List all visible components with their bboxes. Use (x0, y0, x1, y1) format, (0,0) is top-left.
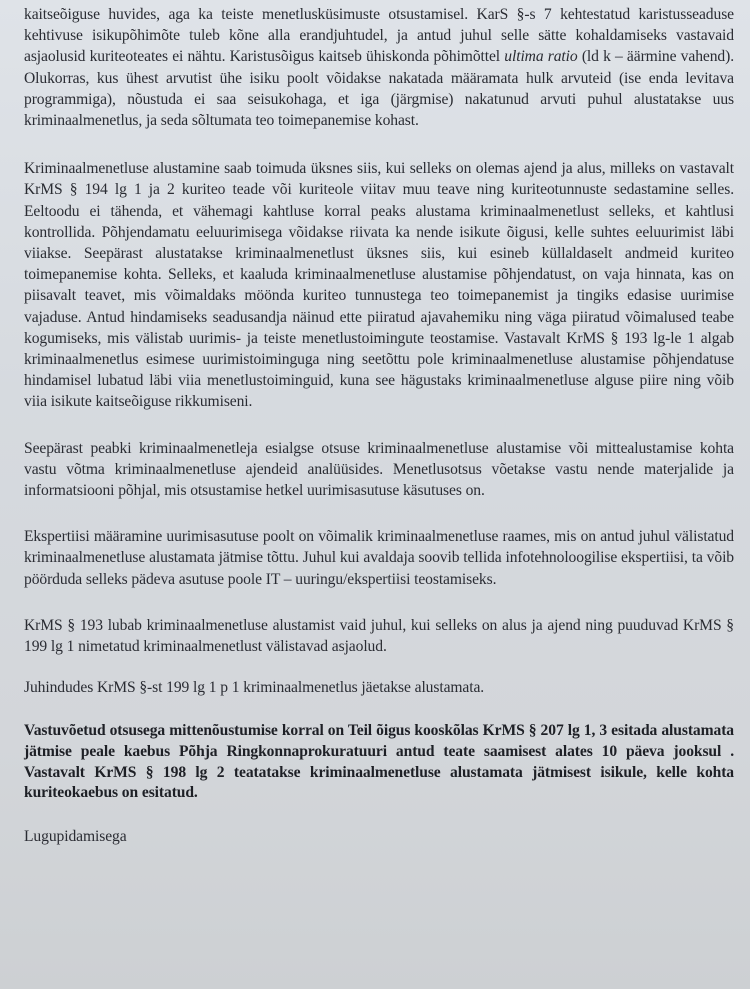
paragraph-appeal-rights: Vastuvõetud otsusega mittenõustumise korral on Teil õigus kooskõlas KrMS § 207 lg 1, 3 esitada alustamata jätmise peale kaebus Põhja Ringkonnaprokuratuuri antud teate saamisest alates 10 päeva jooksul . Vastavalt KrMS § 198 lg 2 teatatakse kriminaalmenetluse alustamata jätmisest isikule, kelle kohta kuriteokaebus on esitatud. (24, 722, 734, 802)
paragraph-initiation-conditions: Kriminaalmenetluse alustamine saab toimuda üksnes siis, kui selleks on olemas ajend ja alus, milleks on vastavalt KrMS § 194 lg 1 ja 2 kuriteo teade või kuriteole viitav muu teave ning kuriteotunnuste sedastamine selles. Eeltoodu ei tähenda, et vähemagi kahtluse korral peaks alustama kriminaalmenetlust selleks, et kahtlusi kontrollida. Põhjendamatu eeluurimisega võidakse riivata ka nende isikute õigusi, kelle suhtes eeluurimist läbi viiakse. Seepärast alustatakse kriminaalmenetlust üksnes siis, kui esineb küllaldaselt andmeid kuriteo toimepanemise kohta. Selleks, et kaaluda kriminaalmenetluse alustamise põhjendatust, on vaja hinnata, kas on piisavalt teavet, mis võimaldaks möönda kuriteo tunnustega teo toimepanemist ja tingiks edasise uurimise vajaduse. Antud hindamiseks seadusandja näinud ette piiratud ajavahemiku ning väga piiratud võimalused teabe kogumiseks, mis välistab uurimis- ja teiste menetlustoimingute teostamise. Vastavalt KrMS § 193 lg-le 1 algab kriminaalmenetlus esimese uurimistoiminguga ning seetõttu pole kriminaalmenetluse alustamise põhjendatuse hindamisel lubatud läbi viia menetlustoiminguid, kuna see hägustaks kriminaalmenetluse alguse piire ning võib viia isikute kaitseõiguse rikkumiseni. (24, 160, 734, 411)
paragraph-initial-decision: Seepärast peabki kriminaalmenetleja esialgse otsuse kriminaalmenetluse alustamise või mittealustamise kohta vastu võtma kriminaalmenetluse ajendeid analüüsides. Menetlusotsus võetakse vastu nende materjalide ja informatsiooni põhjal, mis otsustamise hetkel uurimisasutuse käsutuses on. (24, 439, 734, 500)
paragraph-text: (ld k – äärmine vahend). Olukorras, kus ühest arvutist ühe isiku poolt võidakse nakatada määramata hulk arvuteid (ise enda levitava programmiga), nõustuda ei saa seisukohaga, et iga (järgmise) nakatunud arvuti puhul alustatakse uus kriminaalmenetlus, ja seda sõltumata teo toimepanemise kohast. (24, 48, 734, 130)
closing-salutation: Lugupidamisega (24, 827, 127, 845)
italic-term: ultima ratio (504, 48, 578, 66)
paragraph-krms-193: KrMS § 193 lubab kriminaalmenetluse alustamist vaid juhul, kui selleks on alus ja ajend ning puuduvad KrMS § 199 lg 1 nimetatud kriminaalmenetlust välistavad asjaolud. (24, 616, 734, 656)
paragraph-decision: Juhindudes KrMS §-st 199 lg 1 p 1 kriminaalmenetlus jäetakse alustamata. (24, 679, 485, 697)
paragraph-expertise: Ekspertiisi määramine uurimisasutuse poolt on võimalik kriminaalmenetluse raames, mis on antud juhul välistatud kriminaalmenetluse alustamata jätmise tõttu. Juhul kui avaldaja soovib tellida infotehnoloogilise ekspertiisi, ta võib pöörduda selleks pädeva asutuse poole IT – uuringu/ekspertiisi teostamiseks. (24, 528, 734, 588)
paragraph-text: kaitseõiguse huvides, aga ka teiste menetlusküsimuste otsustamisel. KarS §-s 7 kehtestatud karistusseaduse kehtivuse isikupõhimõte tuleb kõne alla erandjuhtudel, ja antud juhul selle sätte kohaldamiseks vastavaid asjaolusid kuriteoteates ei nähtu. Karistusõigus kaitseb ühiskonda põhimõttel (24, 6, 734, 66)
paragraph-legal-basis (24, 4, 734, 131)
